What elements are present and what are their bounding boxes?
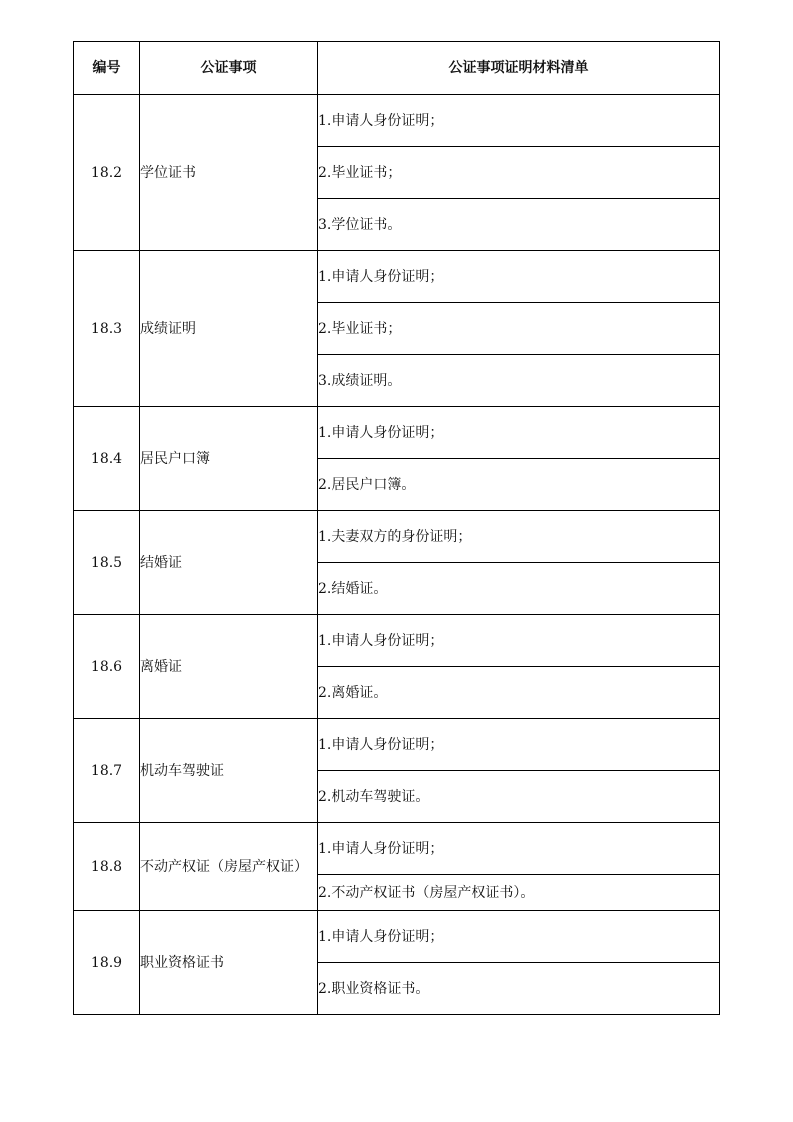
material-item: 1.申请人身份证明； bbox=[318, 95, 720, 147]
row-number: 18.6 bbox=[74, 615, 140, 719]
row-number: 18.9 bbox=[74, 911, 140, 1015]
row-item: 不动产权证（房屋产权证） bbox=[140, 823, 318, 911]
row-number: 18.4 bbox=[74, 407, 140, 511]
row-number: 18.3 bbox=[74, 251, 140, 407]
material-item: 2.毕业证书； bbox=[318, 303, 720, 355]
row-number: 18.8 bbox=[74, 823, 140, 911]
material-item: 1.申请人身份证明； bbox=[318, 615, 720, 667]
material-item: 2.结婚证。 bbox=[318, 563, 720, 615]
table-row bbox=[74, 615, 720, 667]
row-item: 机动车驾驶证 bbox=[140, 719, 318, 823]
material-item: 1.申请人身份证明； bbox=[318, 719, 720, 771]
row-item: 成绩证明 bbox=[140, 251, 318, 407]
header-number: 编号 bbox=[74, 42, 140, 95]
material-item: 3.成绩证明。 bbox=[318, 355, 720, 407]
table-row bbox=[74, 251, 720, 303]
material-item: 2.离婚证。 bbox=[318, 667, 720, 719]
table-row bbox=[74, 823, 720, 875]
notary-materials-table bbox=[73, 41, 720, 1015]
material-item: 1.夫妻双方的身份证明； bbox=[318, 511, 720, 563]
material-item: 1.申请人身份证明； bbox=[318, 911, 720, 963]
material-item: 2.不动产权证书（房屋产权证书）。 bbox=[318, 875, 720, 911]
table-row bbox=[74, 511, 720, 563]
material-item: 3.学位证书。 bbox=[318, 199, 720, 251]
table-row bbox=[74, 407, 720, 459]
material-item: 1.申请人身份证明； bbox=[318, 407, 720, 459]
header-item: 公证事项 bbox=[140, 42, 318, 95]
material-item: 1.申请人身份证明； bbox=[318, 251, 720, 303]
table-row bbox=[74, 95, 720, 147]
table-row bbox=[74, 911, 720, 963]
row-number: 18.2 bbox=[74, 95, 140, 251]
row-item: 学位证书 bbox=[140, 95, 318, 251]
table-header-row bbox=[74, 42, 720, 95]
table-row bbox=[74, 719, 720, 771]
material-item: 1.申请人身份证明； bbox=[318, 823, 720, 875]
row-item: 职业资格证书 bbox=[140, 911, 318, 1015]
material-item: 2.毕业证书； bbox=[318, 147, 720, 199]
material-item: 2.居民户口簿。 bbox=[318, 459, 720, 511]
material-item: 2.机动车驾驶证。 bbox=[318, 771, 720, 823]
row-number: 18.7 bbox=[74, 719, 140, 823]
material-item: 2.职业资格证书。 bbox=[318, 963, 720, 1015]
row-item: 结婚证 bbox=[140, 511, 318, 615]
row-number: 18.5 bbox=[74, 511, 140, 615]
row-item: 离婚证 bbox=[140, 615, 318, 719]
row-item: 居民户口簿 bbox=[140, 407, 318, 511]
header-materials: 公证事项证明材料清单 bbox=[318, 42, 720, 95]
